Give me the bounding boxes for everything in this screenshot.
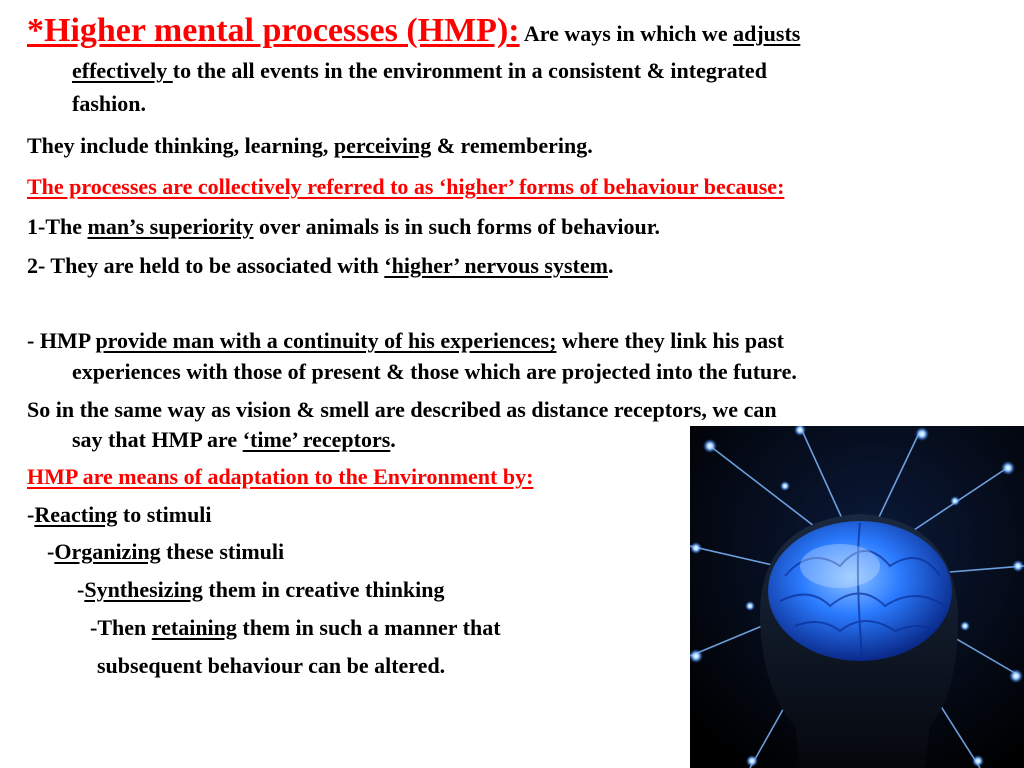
retaining-pre: -Then — [90, 615, 152, 640]
title-heading: *Higher mental processes (HMP): — [27, 12, 520, 49]
point-1 — [27, 212, 660, 242]
point-2-emph: ‘higher’ nervous system — [384, 253, 608, 278]
continuity-post: where they link his past — [556, 328, 784, 353]
receptors-pre: say that HMP are — [72, 427, 243, 452]
altered-line: subsequent behaviour can be altered. — [97, 653, 446, 678]
retaining-item — [90, 613, 501, 643]
receptors-emph: ‘time’ receptors — [242, 427, 391, 452]
title-line-1 — [27, 8, 800, 57]
adaptation-line: HMP are means of adaptation to the Environment by: — [27, 464, 534, 489]
reacting-emph: Reacting — [34, 502, 118, 527]
continuity-line-2: experiences with those of present & those which are projected into the future. — [72, 359, 797, 384]
receptors-line-2 — [72, 425, 396, 455]
organizing-post: these stimuli — [160, 539, 285, 564]
retaining-post: them in such a manner that — [236, 615, 501, 640]
organizing-emph: Organizing — [54, 539, 161, 564]
organizing-pre: - — [47, 539, 55, 564]
include-pre: They include thinking, learning, — [27, 133, 334, 158]
receptors-line-1: So in the same way as vision & smell are described as distance receptors, we can — [27, 397, 777, 422]
receptors-post: . — [390, 427, 396, 452]
point-2-post: . — [607, 253, 614, 278]
synthesizing-emph: Synthesizing — [84, 577, 203, 602]
perceiving-text: perceiving — [333, 133, 432, 158]
title-lead: Are ways in which we — [519, 21, 734, 46]
effectively-text: effectively — [72, 58, 173, 83]
organizing-item — [47, 537, 284, 567]
point-2 — [27, 251, 613, 281]
synthesizing-item — [77, 575, 445, 605]
synthesizing-pre: - — [77, 577, 85, 602]
continuity-pre: - HMP — [27, 328, 96, 353]
point-1-post: over animals is in such forms of behaviour. — [253, 214, 660, 239]
title-rest: to the all events in the environment in a consistent & integrated — [172, 58, 767, 83]
continuity-emph: provide man with a continuity of his experiences; — [95, 328, 557, 353]
continuity-line-1 — [27, 326, 784, 356]
brain-image — [690, 426, 1024, 768]
title-line-2 — [72, 56, 767, 86]
retaining-emph: retaining — [151, 615, 237, 640]
include-line — [27, 131, 593, 161]
reacting-item — [27, 500, 212, 530]
collective-line: The processes are collectively referred to as ‘higher’ forms of behaviour because: — [27, 174, 785, 199]
glowing-brain-illustration — [690, 426, 1024, 768]
adjusts-text: adjusts — [733, 21, 801, 46]
reacting-post: to stimuli — [117, 502, 212, 527]
reacting-pre: - — [27, 502, 35, 527]
point-1-pre: 1-The — [27, 214, 88, 239]
include-post: & remembering. — [431, 133, 593, 158]
synthesizing-post: them in creative thinking — [202, 577, 445, 602]
title-line-3: fashion. — [72, 91, 146, 116]
point-1-emph: man’s superiority — [87, 214, 254, 239]
point-2-pre: 2- They are held to be associated with — [27, 253, 385, 278]
